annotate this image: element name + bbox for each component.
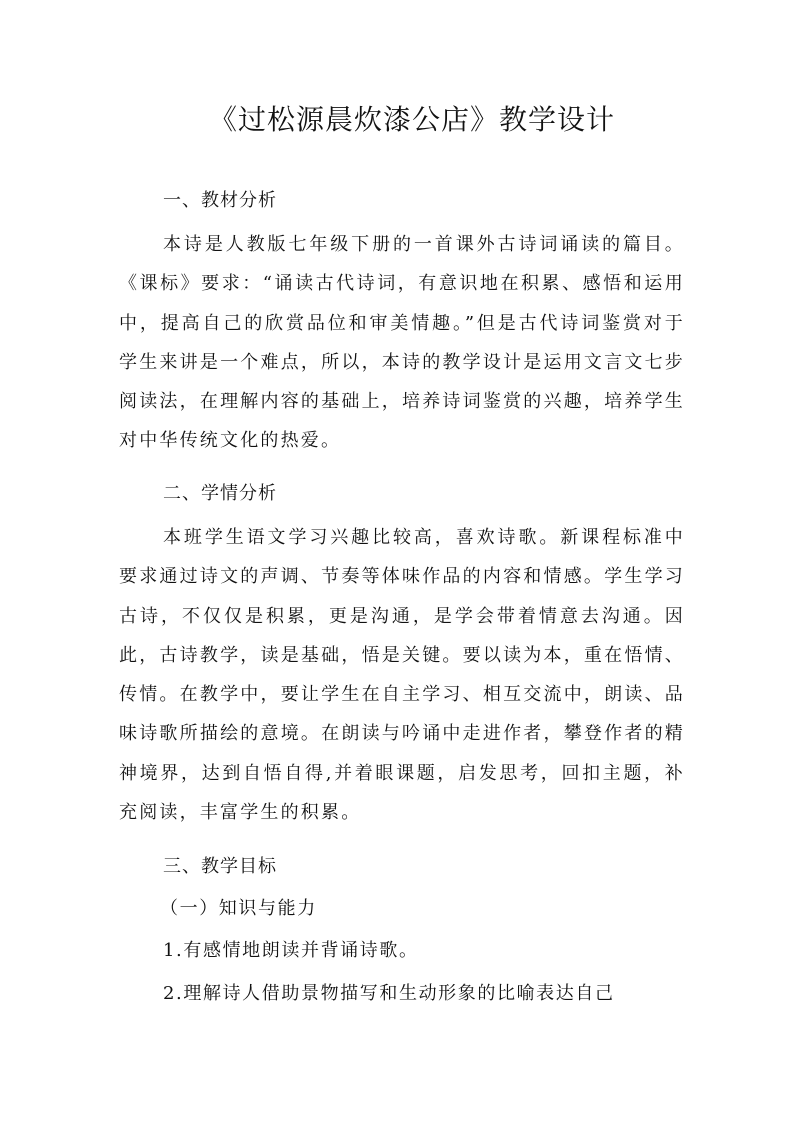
section-heading-textbook-analysis: 一、教材分析 (163, 190, 277, 211)
goal-item-1: 1.有感情地朗读并背诵诗歌。 (163, 940, 419, 961)
section-heading-teaching-goals: 三、教学目标 (163, 856, 277, 877)
paragraph-textbook-analysis: 本诗是人教版七年级下册的一首课外古诗词诵读的篇目。《课标》要求：“诵读古代诗词，有意识地在积累、感悟和运用中，提高自己的欣赏品位和审美情趣。”但是古代诗词鉴赏对于学生来讲是一个难点，所以，本诗的教学设计是运用文言文七步阅读法，在理解内容的基础上，培养诗词鉴赏的兴趣，培养学生对中华传统文化的热爱。 (119, 234, 685, 452)
paragraph-student-analysis: 本班学生语文学习兴趣比较高，喜欢诗歌。新课程标准中要求通过诗文的声调、节奏等体味作品的内容和情感。学生学习古诗，不仅仅是积累，更是沟通，是学会带着情意去沟通。因此，古诗教学，读是基础，悟是关键。要以读为本，重在悟情、传情。在教学中，要让学生在自主学习、相互交流中，朗读、品味诗歌所描绘的意境。在朗读与吟诵中走进作者，攀登作者的精 神境界，达到自悟自得,并着眼课题，启发思考，回扣主题，补充阅读，丰富学生的积累。 (119, 527, 685, 824)
section-heading-student-analysis: 二、学情分析 (163, 483, 277, 504)
document-title: 《过松源晨炊漆公店》教学设计 (208, 103, 615, 136)
subheading-knowledge-ability: （一）知识与能力 (160, 898, 317, 919)
goal-item-2: 2.理解诗人借助景物描写和生动形象的比喻表达自己 (163, 983, 615, 1004)
